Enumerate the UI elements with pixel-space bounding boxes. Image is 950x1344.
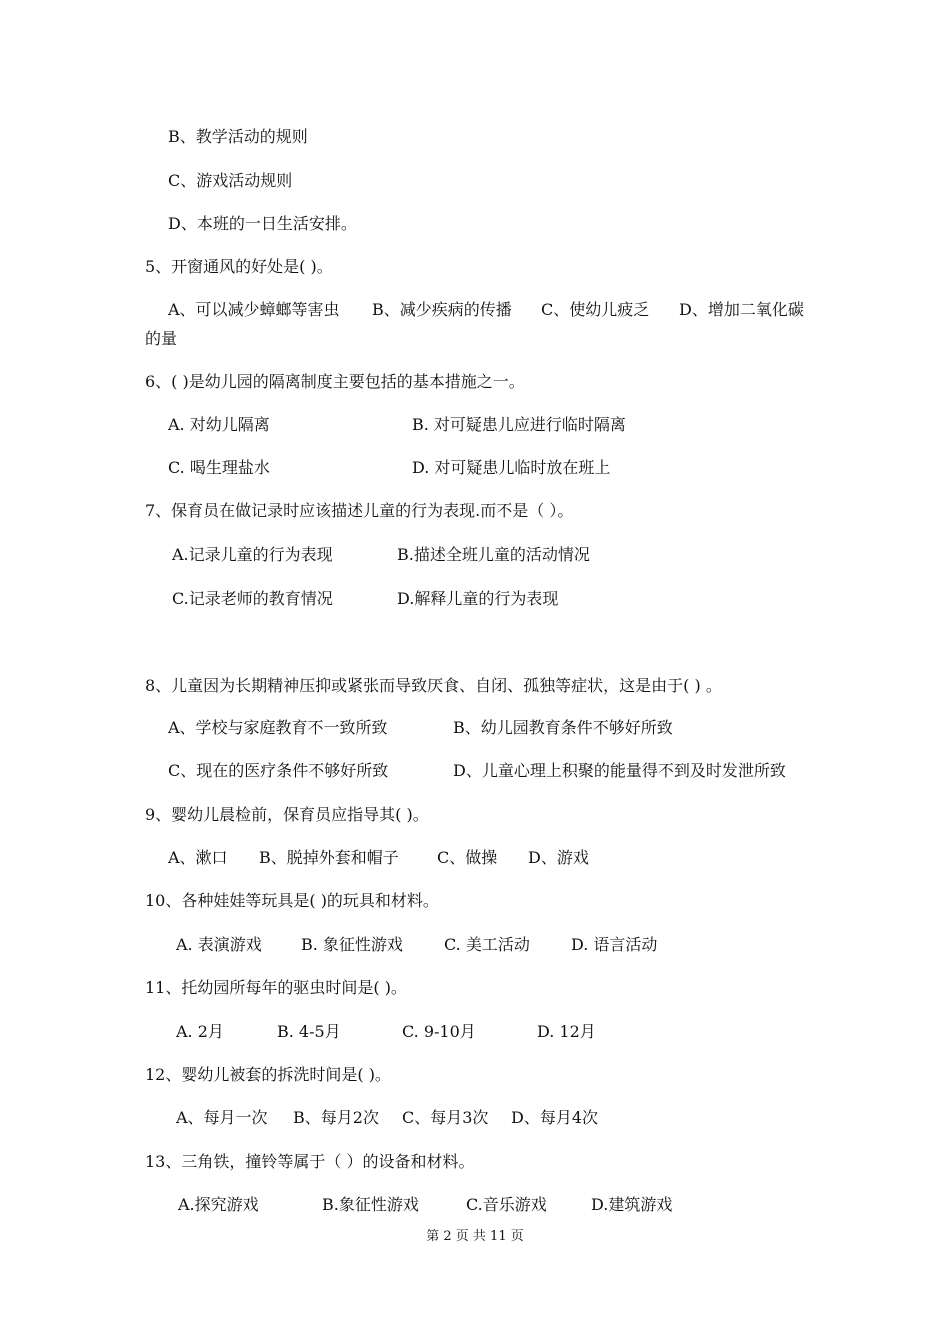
q12-stem: 12、婴幼儿被套的拆洗时间是( )。 (145, 1065, 391, 1084)
q9-option-b: B、脱掉外套和帽子 (259, 848, 399, 867)
q5-option-d: D、增加二氧化碳 (679, 300, 804, 319)
q7-option-c: C.记录老师的教育情况 (172, 589, 333, 608)
q8-option-b: B、幼儿园教育条件不够好所致 (453, 718, 673, 737)
q8-option-c: C、现在的医疗条件不够好所致 (168, 761, 389, 780)
q12-option-d: D、每月4次 (511, 1108, 599, 1127)
q6-option-c: C. 喝生理盐水 (168, 458, 270, 477)
q6-option-b: B. 对可疑患儿应进行临时隔离 (412, 415, 626, 434)
q6-option-a: A. 对幼儿隔离 (168, 415, 270, 434)
q9-option-c: C、做操 (437, 848, 498, 867)
q13-option-b: B.象征性游戏 (322, 1195, 419, 1214)
q5-option-b: B、减少疾病的传播 (372, 300, 512, 319)
q13-option-d: D.建筑游戏 (591, 1195, 673, 1214)
q8-stem: 8、儿童因为长期精神压抑或紧张而导致厌食、自闭、孤独等症状，这是由于( ) 。 (145, 676, 722, 695)
page-number-footer: 第 2 页 共 11 页 (426, 1229, 524, 1244)
q11-option-c: C. 9-10月 (402, 1022, 476, 1041)
q7-stem: 7、保育员在做记录时应该描述儿童的行为表现.而不是（ ）。 (145, 501, 574, 520)
q4-option-b: B、教学活动的规则 (168, 127, 308, 146)
q5-stem: 5、开窗通风的好处是( )。 (145, 257, 333, 276)
q6-stem: 6、( )是幼儿园的隔离制度主要包括的基本措施之一。 (145, 372, 525, 391)
q4-option-d: D、本班的一日生活安排。 (168, 214, 357, 233)
q4-option-c: C、游戏活动规则 (168, 171, 293, 190)
q10-stem: 10、各种娃娃等玩具是( )的玩具和材料。 (145, 891, 439, 910)
q12-option-c: C、每月3次 (402, 1108, 489, 1127)
q12-option-b: B、每月2次 (293, 1108, 379, 1127)
q9-option-d: D、游戏 (528, 848, 589, 867)
q10-option-d: D. 语言活动 (571, 935, 658, 954)
q11-option-d: D. 12月 (537, 1022, 596, 1041)
q13-stem: 13、三角铁，撞铃等属于（ ）的设备和材料。 (145, 1152, 475, 1171)
q5-option-d-wrap: 的量 (145, 329, 178, 348)
q13-option-c: C.音乐游戏 (466, 1195, 547, 1214)
q11-option-b: B. 4-5月 (277, 1022, 341, 1041)
q11-stem: 11、托幼园所每年的驱虫时间是( )。 (145, 978, 407, 997)
q10-option-b: B. 象征性游戏 (301, 935, 403, 954)
q7-option-b: B.描述全班儿童的活动情况 (397, 545, 590, 564)
q8-option-d: D、儿童心理上积聚的能量得不到及时发泄所致 (453, 761, 786, 780)
q9-option-a: A、漱口 (168, 848, 228, 867)
q9-stem: 9、婴幼儿晨检前，保育员应指导其( )。 (145, 805, 429, 824)
q11-option-a: A. 2月 (176, 1022, 224, 1041)
q7-option-a: A.记录儿童的行为表现 (172, 545, 333, 564)
q10-option-c: C. 美工活动 (444, 935, 530, 954)
q7-option-d: D.解释儿童的行为表现 (397, 589, 559, 608)
q5-option-a: A、可以减少蟑螂等害虫 (168, 300, 340, 319)
q13-option-a: A.探究游戏 (178, 1195, 259, 1214)
q6-option-d: D. 对可疑患儿临时放在班上 (412, 458, 611, 477)
q8-option-a: A、学校与家庭教育不一致所致 (168, 718, 388, 737)
q5-option-c: C、使幼儿疲乏 (541, 300, 650, 319)
q12-option-a: A、每月一次 (176, 1108, 268, 1127)
q10-option-a: A. 表演游戏 (176, 935, 262, 954)
